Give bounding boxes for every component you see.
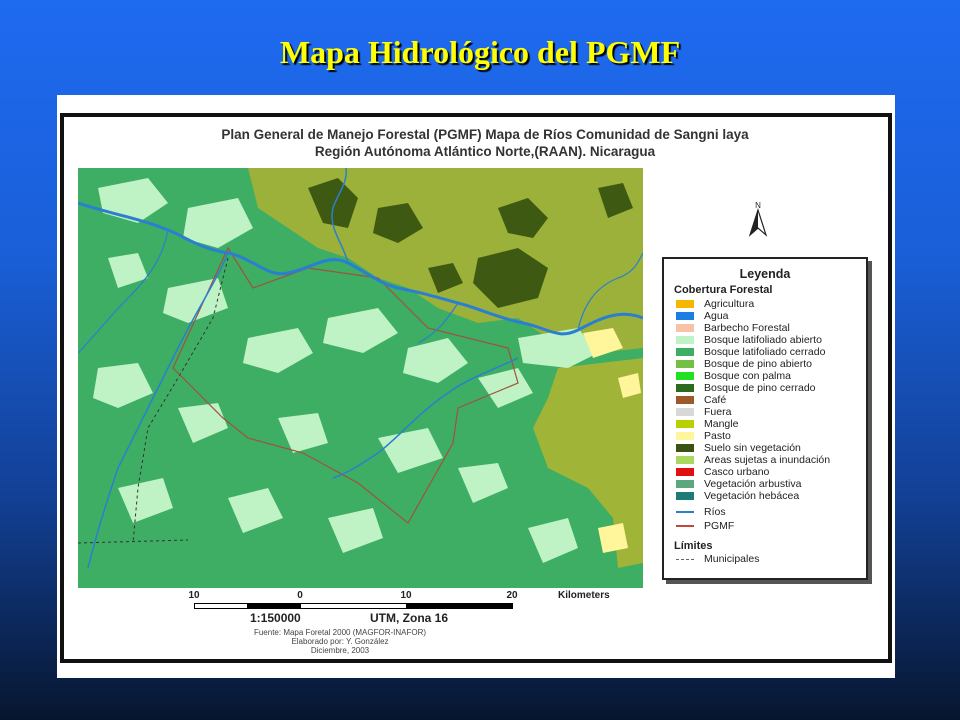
legend-swatch: [676, 336, 694, 344]
legend-line-item: [676, 520, 866, 532]
legend-item-label: Vegetación hebácea: [704, 490, 800, 502]
legend-item: [676, 406, 866, 418]
legend-swatch: [676, 468, 694, 476]
legend-swatch: [676, 456, 694, 464]
legend-item-label: Bosque latifoliado abierto: [704, 334, 822, 346]
legend-item: [676, 334, 866, 346]
legend-item: [676, 418, 866, 430]
legend-item: [676, 430, 866, 442]
legend-limits-title: Límites: [674, 540, 713, 552]
legend-dash-swatch: [676, 559, 694, 560]
scale-tick: 0: [297, 590, 303, 601]
legend-item-label: Municipales: [704, 553, 760, 565]
credit-author: Elaborado por: Y. González: [291, 637, 389, 646]
legend-item: [676, 322, 866, 334]
map-canvas[interactable]: [78, 168, 643, 588]
legend-item-label: Areas sujetas a inundación: [704, 454, 831, 466]
scale-segment: [194, 603, 248, 609]
legend-swatch: [676, 300, 694, 308]
legend-line-swatch: [676, 511, 694, 513]
legend-item-label: Bosque con palma: [704, 370, 791, 382]
legend-line-swatch: [676, 525, 694, 527]
legend-item: [676, 454, 866, 466]
scale-tick: 10: [400, 590, 412, 601]
legend-item-municipales: [676, 553, 866, 565]
legend-swatch: [676, 348, 694, 356]
legend-swatch: [676, 312, 694, 320]
legend-item-label: Bosque de pino cerrado: [704, 382, 816, 394]
credit-date: Diciembre, 2003: [310, 646, 370, 655]
legend-item: [676, 382, 866, 394]
scale-bar-block: [180, 588, 610, 663]
map-credits: [220, 628, 460, 655]
north-arrow: [748, 200, 768, 240]
legend-list: [664, 298, 866, 532]
legend-item-label: Ríos: [704, 506, 726, 518]
legend-item-label: PGMF: [704, 520, 735, 532]
legend-item: [676, 370, 866, 382]
map-title: [120, 126, 850, 160]
legend-swatch: [676, 324, 694, 332]
legend-subtitle: Cobertura Forestal: [674, 284, 773, 296]
legend-swatch: [676, 492, 694, 500]
legend-item-label: Mangle: [704, 418, 739, 430]
legend-swatch: [676, 408, 694, 416]
legend-swatch: [676, 384, 694, 392]
legend-item: [676, 394, 866, 406]
legend-box: [662, 257, 868, 580]
map-title-line2: Región Autónoma Atlántico Norte,(RAAN). Nicaragua: [314, 144, 656, 159]
legend-item-label: Bosque de pino abierto: [704, 358, 812, 370]
map-title-line1: Plan General de Manejo Forestal (PGMF) Mapa de Ríos Comunidad de Sangni laya: [221, 127, 749, 142]
pasture-patch: [598, 523, 628, 553]
legend-swatch: [676, 444, 694, 452]
scale-ratio: 1:150000: [250, 611, 301, 625]
legend-swatch: [676, 480, 694, 488]
scale-segment: [406, 603, 513, 609]
scale-projection: UTM, Zona 16: [370, 611, 449, 625]
legend-swatch: [676, 396, 694, 404]
north-label: N: [755, 201, 761, 210]
scale-tick: 10: [188, 590, 200, 601]
legend-item-label: Fuera: [704, 406, 732, 418]
legend-swatch: [676, 372, 694, 380]
legend-item: [676, 346, 866, 358]
legend-swatch: [676, 360, 694, 368]
scale-unit: Kilometers: [558, 590, 610, 601]
legend-item-label: Suelo sin vegetación: [704, 442, 801, 454]
legend-item: [676, 310, 866, 322]
legend-line-item: [676, 506, 866, 518]
legend-item: [676, 466, 866, 478]
legend-item-label: Agricultura: [704, 298, 755, 310]
legend-item-label: Barbecho Forestal: [704, 322, 790, 334]
credit-source: Fuente: Mapa Foretal 2000 (MAGFOR-INAFOR): [253, 628, 427, 637]
legend-swatch: [676, 420, 694, 428]
scale-segment: [247, 603, 301, 609]
slide-title: Mapa Hidrológico del PGMF: [279, 34, 681, 70]
legend-item-label: Café: [704, 394, 727, 406]
legend-item-label: Vegetación arbustiva: [704, 478, 802, 490]
legend-item-label: Casco urbano: [704, 466, 770, 478]
scale-tick: 20: [506, 590, 518, 601]
legend-item: [676, 478, 866, 490]
legend-item: [676, 298, 866, 310]
legend-item-label: Agua: [704, 310, 729, 322]
legend-item: [676, 442, 866, 454]
legend-item-label: Bosque latifoliado cerrado: [704, 346, 826, 358]
legend-swatch: [676, 432, 694, 440]
legend-item: [676, 490, 866, 502]
scale-segment: [300, 603, 407, 609]
legend-item: [676, 358, 866, 370]
legend-item-label: Pasto: [704, 430, 731, 442]
legend-title: Leyenda: [739, 267, 791, 281]
